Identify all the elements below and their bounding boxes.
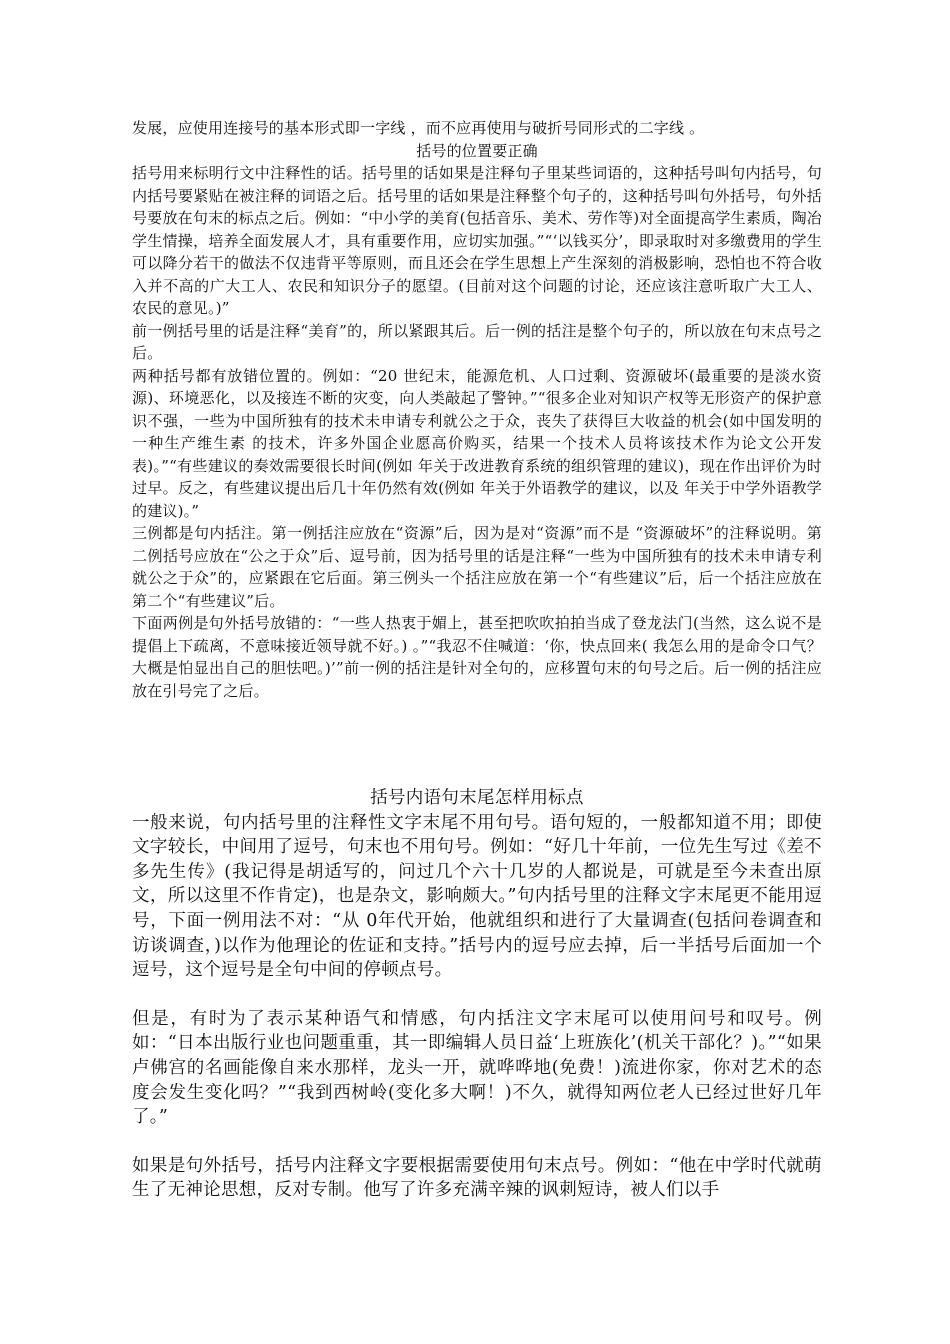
paragraph-spacer: [132, 1130, 822, 1154]
section-1-paragraph-2: 前一例括号里的话是注释“美育”的，所以紧跟其后。后一例的括注是整个句子的，所以放在句末点号之后。: [132, 321, 822, 362]
section-2-paragraph-2: 但是，有时为了表示某种语气和情感，句内括注文字末尾可以使用问号和叹号。例如：“日本出版行业也问题重重，其一即编辑人员日益‘上班族化’(机关干部化？)。”“如果卢佛宫的名画能像自来水那样，龙头一开，就哗哗地(免费！)流进你家，你对艺术的态度会发生变化吗？”“我到西树岭(变化多大啊！)不久，就得知两位老人已经过世好几年了。”: [132, 1008, 822, 1128]
intro-paragraph: 发展，应使用连接号的基本形式即一字线 ，而不应再使用与破折号同形式的二字线 。: [132, 119, 705, 137]
section-2-paragraph-3: 如果是句外括号，括号内注释文字要根据需要使用句末点号。例如：“他在中学时代就萌生了无神论思想，反对专制。他写了许多充满辛辣的讽刺短诗，被人们以手: [132, 1155, 822, 1201]
section-1-block: [132, 117, 822, 702]
section-1-paragraph-3: 两种括号都有放错位置的。例如：“20 世纪末，能源危机、人口过剩、资源破坏(最重要的是淡水资源)、环境恶化，以及接连不断的灾变，向人类敲起了警钟。”“很多企业对知识产权等无形资产的保护意识不强，一些为中国所独有的技术未申请专利就公之于众，丧失了获得巨大收益的机会(如中国发明的一种生产维生素 的技术，许多外国企业愿高价购买，结果一个技术人员将该技术作为论文公开发表)。”“有些建议的奏效需要很长时间(例如 年关于改进教育系统的组织管理的建议)，现在作出评价为时过早。反之，有些建议提出后几十年仍然有效(例如 年关于外语教学的建议，以及 年关于中学外语教学的建议)。”: [132, 366, 822, 520]
section-1-paragraph-4: 三例都是句内括注。第一例括注应放在“资源”后，因为是对“资源”而不是 “资源破坏”的注释说明。第二例括号应放在“公之于众”后、逗号前，因为括号里的话是注释“一些为中国所独有的技术未申请专利就公之于众”的，应紧跟在它后面。第三例头一个括注应放在第一个“有些建议”后，后一个括注应放在第二个“有些建议”后。: [132, 524, 822, 610]
section-2-paragraph-1: 一般来说，句内括号里的注释性文字末尾不用句号。语句短的，一般都知道不用；即使文字较长，中间用了逗号，句末也不用句号。例如：“好几十年前，一位先生写过《差不多先生传》(我记得是胡适写的，问过几个六十几岁的人都说是，可就是至今未查出原文，所以这里不作肯定)，也是杂文，影响颇大。”句内括号里的注释文字末尾更不能用逗号，下面一例用法不对：“从 0年代开始，他就组织和进行了大量调查(包括问卷调查和访谈调查，)以作为他理论的佐证和支持。”括号内的逗号应去掉，后一半括号后面加一个逗号，这个逗号是全句中间的停顿点号。: [132, 812, 822, 981]
section-1-heading: 括号的位置要正确: [416, 141, 538, 160]
section-2-block: [132, 786, 822, 1203]
section-2-heading: 括号内语句末尾怎样用标点: [370, 788, 584, 808]
paragraph-spacer: [132, 983, 822, 1007]
section-1-paragraph-1: 括号用来标明行文中注释性的话。括号里的话如果是注释句子里某些词语的，这种括号叫句内括号，句内括号要紧贴在被注释的词语之后。括号里的话如果是注释整个句子的，这种括号叫句外括号，句外括号要放在句末的标点之后。例如：“中小学的美育(包括音乐、美术、劳作等)对全面提高学生素质，陶冶学生情操，培养全面发展人才，具有重要作用，应切实加强。”“‘以钱买分’，即录取时对多缴费用的学生可以降分若干的做法不仅违背平等原则，而且还会在学生思想上产生深刻的消极影响，恐怕也不符合收入并不高的广大工人、农民和知识分子的愿望。(目前对这个问题的讨论，还应该注意听取广大工人、农民的意见。)”: [132, 164, 822, 317]
section-1-paragraph-5: 下面两例是句外括号放错的：“一些人热衷于媚上，甚至把吹吹拍拍当成了登龙法门(当然，这么说不是提倡上下疏离，不意味接近领导就不好。) 。”“我忍不住喊道：‘你，快点回来( 我怎么用的是命令口气？大概是怕显出自己的胆怯吧。)’”前一例的括注是针对全句的，应移置句末的句号之后。后一例的括注应放在引号完了之后。: [132, 614, 822, 700]
